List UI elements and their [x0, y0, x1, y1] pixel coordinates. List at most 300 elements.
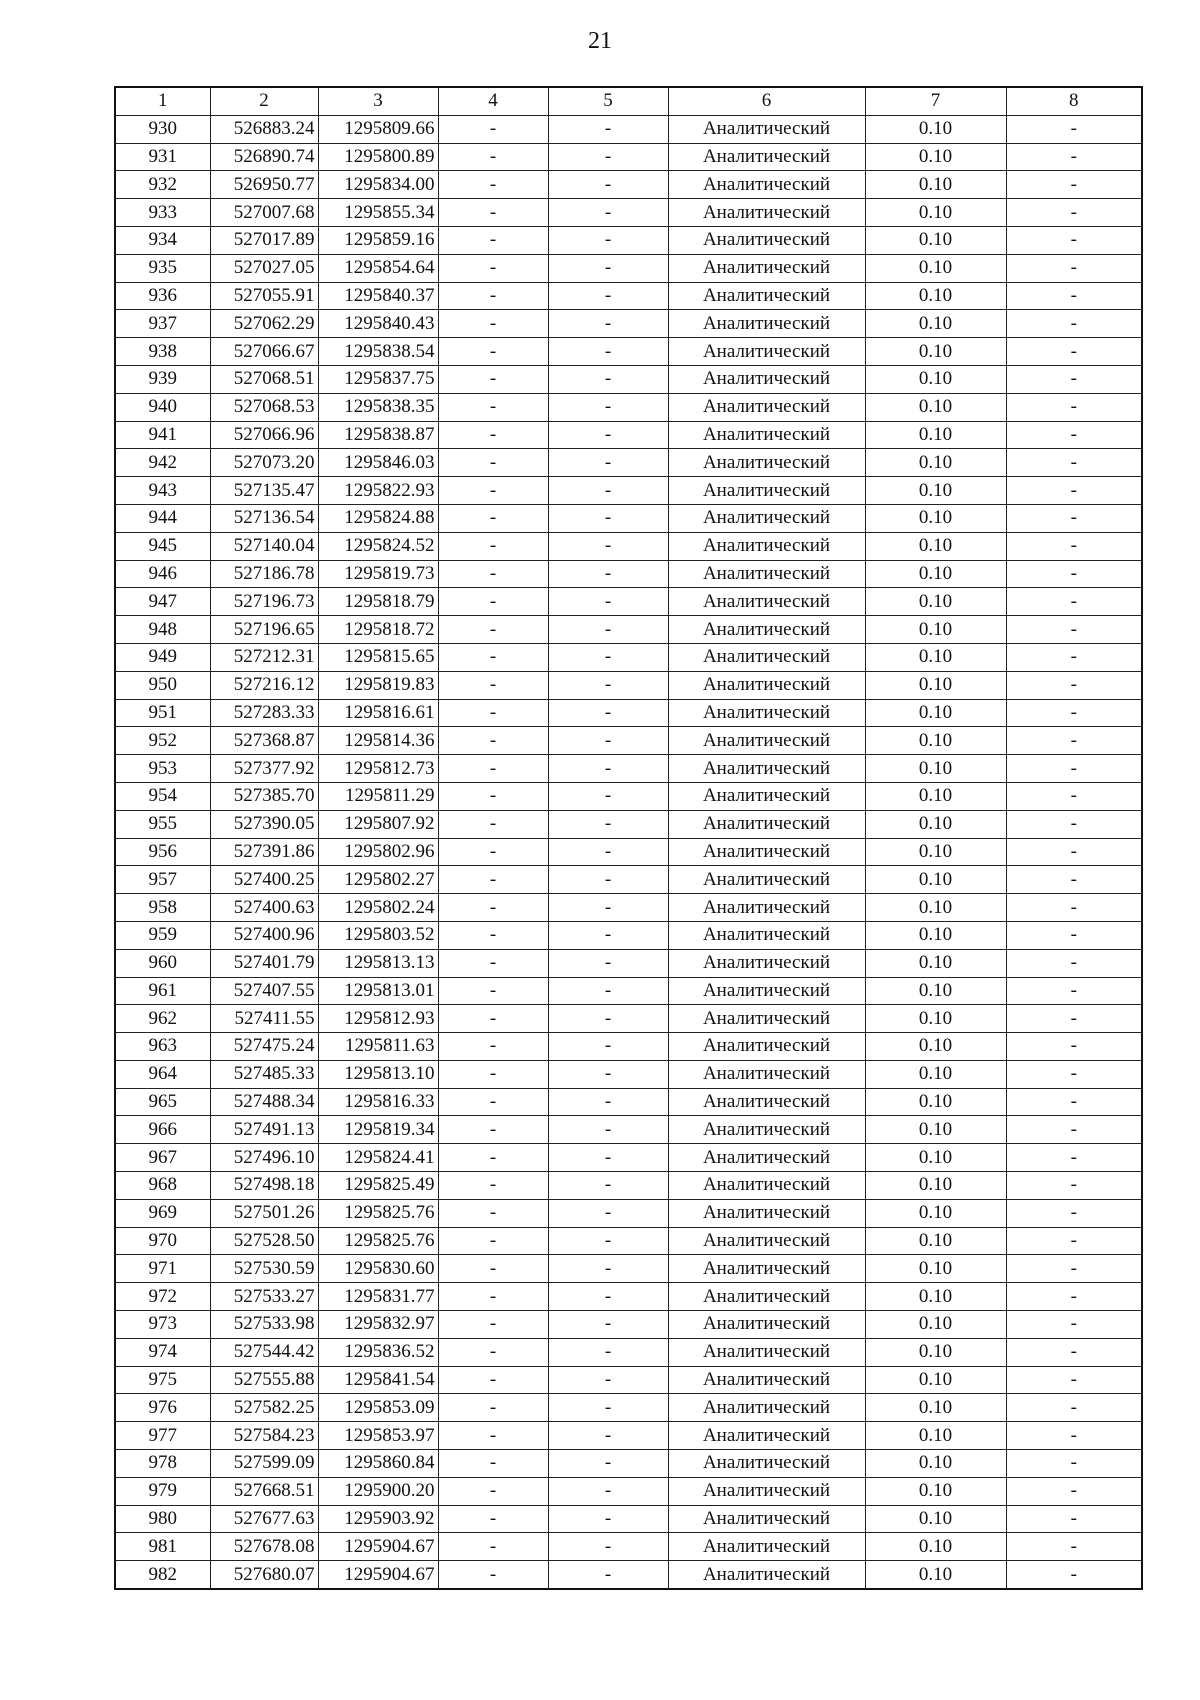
table-cell-col-4-value: - [438, 1338, 548, 1366]
table-cell-point-number: 939 [115, 365, 210, 393]
table-cell-method: Аналитический [668, 1283, 865, 1311]
table-cell-coord-x: 527017.89 [210, 226, 318, 254]
table-cell-col-5-value: - [548, 310, 668, 338]
table-cell-col-4-value: - [438, 727, 548, 755]
table-cell-coord-y: 1295840.37 [318, 282, 438, 310]
table-cell-point-number: 971 [115, 1255, 210, 1283]
table-cell-col-8-value: - [1006, 977, 1142, 1005]
table-cell-col-8-value: - [1006, 1227, 1142, 1255]
table-cell-method: Аналитический [668, 532, 865, 560]
table-row [115, 949, 1142, 977]
table-cell-coord-x: 527582.25 [210, 1394, 318, 1422]
header-row [115, 87, 1142, 115]
table-cell-accuracy: 0.10 [865, 671, 1006, 699]
table-cell-accuracy: 0.10 [865, 1005, 1006, 1033]
table-row [115, 755, 1142, 783]
table-cell-accuracy: 0.10 [865, 1394, 1006, 1422]
table-cell-method: Аналитический [668, 1422, 865, 1450]
table-cell-coord-x: 527411.55 [210, 1005, 318, 1033]
table-cell-point-number: 951 [115, 699, 210, 727]
table-cell-point-number: 949 [115, 643, 210, 671]
table-cell-point-number: 955 [115, 810, 210, 838]
table-cell-col-4-value: - [438, 1394, 548, 1422]
table-cell-coord-x: 527498.18 [210, 1172, 318, 1200]
table-cell-accuracy: 0.10 [865, 199, 1006, 227]
table-cell-col-4-value: - [438, 1283, 548, 1311]
table-cell-method: Аналитический [668, 143, 865, 171]
table-cell-coord-x: 527491.13 [210, 1116, 318, 1144]
table-cell-col-8-value: - [1006, 393, 1142, 421]
table-cell-col-4-value: - [438, 1033, 548, 1061]
table-cell-col-4-value: - [438, 115, 548, 143]
table-cell-point-number: 931 [115, 143, 210, 171]
table-cell-point-number: 958 [115, 894, 210, 922]
table-cell-col-8-value: - [1006, 921, 1142, 949]
table-cell-accuracy: 0.10 [865, 1033, 1006, 1061]
table-cell-method: Аналитический [668, 616, 865, 644]
table-row [115, 1561, 1142, 1589]
table-cell-col-4-value: - [438, 560, 548, 588]
table-cell-point-number: 960 [115, 949, 210, 977]
table-cell-accuracy: 0.10 [865, 338, 1006, 366]
table-cell-accuracy: 0.10 [865, 838, 1006, 866]
table-cell-col-4-value: - [438, 1172, 548, 1200]
table-cell-coord-y: 1295854.64 [318, 254, 438, 282]
table-cell-col-5-value: - [548, 1172, 668, 1200]
table-cell-coord-y: 1295855.34 [318, 199, 438, 227]
table-row [115, 171, 1142, 199]
table-cell-col-8-value: - [1006, 643, 1142, 671]
table-cell-coord-y: 1295903.92 [318, 1505, 438, 1533]
column-header: 3 [318, 87, 438, 115]
table-cell-accuracy: 0.10 [865, 1450, 1006, 1478]
table-cell-point-number: 976 [115, 1394, 210, 1422]
table-cell-method: Аналитический [668, 449, 865, 477]
table-row [115, 1227, 1142, 1255]
table-cell-point-number: 982 [115, 1561, 210, 1589]
table-cell-col-4-value: - [438, 1227, 548, 1255]
table-cell-point-number: 964 [115, 1060, 210, 1088]
table-cell-coord-x: 527216.12 [210, 671, 318, 699]
table-cell-coord-x: 527407.55 [210, 977, 318, 1005]
table-cell-coord-x: 526883.24 [210, 115, 318, 143]
table-cell-accuracy: 0.10 [865, 1172, 1006, 1200]
table-cell-accuracy: 0.10 [865, 1199, 1006, 1227]
table-row [115, 643, 1142, 671]
table-cell-coord-y: 1295860.84 [318, 1450, 438, 1478]
table-cell-col-4-value: - [438, 199, 548, 227]
table-cell-col-4-value: - [438, 1422, 548, 1450]
table-row [115, 1366, 1142, 1394]
table-cell-coord-y: 1295811.29 [318, 782, 438, 810]
table-cell-col-4-value: - [438, 310, 548, 338]
table-row [115, 1422, 1142, 1450]
table-cell-coord-x: 527385.70 [210, 782, 318, 810]
table-cell-col-5-value: - [548, 1561, 668, 1589]
coordinates-table [114, 86, 1143, 1590]
table-cell-method: Аналитический [668, 1505, 865, 1533]
table-cell-accuracy: 0.10 [865, 477, 1006, 505]
table-cell-col-4-value: - [438, 1060, 548, 1088]
table-cell-point-number: 962 [115, 1005, 210, 1033]
table-cell-method: Аналитический [668, 1005, 865, 1033]
table-cell-col-8-value: - [1006, 504, 1142, 532]
table-row [115, 588, 1142, 616]
table-cell-col-4-value: - [438, 393, 548, 421]
table-cell-col-5-value: - [548, 810, 668, 838]
table-row [115, 1283, 1142, 1311]
table-cell-col-5-value: - [548, 1005, 668, 1033]
table-cell-col-4-value: - [438, 449, 548, 477]
table-cell-coord-x: 527027.05 [210, 254, 318, 282]
table-cell-col-5-value: - [548, 782, 668, 810]
table-cell-accuracy: 0.10 [865, 1227, 1006, 1255]
table-cell-method: Аналитический [668, 254, 865, 282]
table-cell-col-5-value: - [548, 477, 668, 505]
table-cell-accuracy: 0.10 [865, 1366, 1006, 1394]
table-cell-col-8-value: - [1006, 1422, 1142, 1450]
table-cell-col-8-value: - [1006, 588, 1142, 616]
table-cell-coord-y: 1295815.65 [318, 643, 438, 671]
table-cell-accuracy: 0.10 [865, 1255, 1006, 1283]
table-row [115, 782, 1142, 810]
table-cell-accuracy: 0.10 [865, 1561, 1006, 1589]
table-cell-col-8-value: - [1006, 171, 1142, 199]
table-cell-col-4-value: - [438, 921, 548, 949]
table-row [115, 894, 1142, 922]
table-cell-point-number: 961 [115, 977, 210, 1005]
table-cell-coord-x: 527680.07 [210, 1561, 318, 1589]
table-cell-coord-y: 1295853.97 [318, 1422, 438, 1450]
table-cell-col-8-value: - [1006, 782, 1142, 810]
table-cell-coord-y: 1295819.83 [318, 671, 438, 699]
table-cell-coord-y: 1295838.87 [318, 421, 438, 449]
table-cell-point-number: 954 [115, 782, 210, 810]
table-cell-accuracy: 0.10 [865, 894, 1006, 922]
table-cell-col-4-value: - [438, 1366, 548, 1394]
table-row [115, 254, 1142, 282]
table-cell-col-8-value: - [1006, 1366, 1142, 1394]
table-cell-col-4-value: - [438, 894, 548, 922]
table-cell-col-5-value: - [548, 699, 668, 727]
table-cell-coord-x: 527668.51 [210, 1477, 318, 1505]
column-header: 2 [210, 87, 318, 115]
table-cell-coord-y: 1295831.77 [318, 1283, 438, 1311]
table-cell-method: Аналитический [668, 338, 865, 366]
table-cell-point-number: 974 [115, 1338, 210, 1366]
table-cell-accuracy: 0.10 [865, 115, 1006, 143]
table-cell-accuracy: 0.10 [865, 727, 1006, 755]
table-cell-col-4-value: - [438, 1088, 548, 1116]
table-cell-col-8-value: - [1006, 949, 1142, 977]
table-cell-col-8-value: - [1006, 1116, 1142, 1144]
table-cell-col-5-value: - [548, 1533, 668, 1561]
table-cell-coord-y: 1295824.41 [318, 1144, 438, 1172]
table-cell-col-5-value: - [548, 1116, 668, 1144]
table-cell-point-number: 979 [115, 1477, 210, 1505]
table-cell-coord-y: 1295836.52 [318, 1338, 438, 1366]
table-cell-point-number: 948 [115, 616, 210, 644]
table-cell-point-number: 936 [115, 282, 210, 310]
table-cell-coord-x: 527136.54 [210, 504, 318, 532]
table-cell-method: Аналитический [668, 1033, 865, 1061]
table-cell-point-number: 981 [115, 1533, 210, 1561]
table-cell-point-number: 978 [115, 1450, 210, 1478]
table-cell-coord-x: 527062.29 [210, 310, 318, 338]
table-cell-col-5-value: - [548, 532, 668, 560]
table-cell-coord-y: 1295900.20 [318, 1477, 438, 1505]
table-cell-coord-x: 527677.63 [210, 1505, 318, 1533]
table-cell-accuracy: 0.10 [865, 365, 1006, 393]
table-cell-coord-x: 527496.10 [210, 1144, 318, 1172]
table-cell-col-5-value: - [548, 115, 668, 143]
table-row [115, 1199, 1142, 1227]
table-cell-coord-y: 1295807.92 [318, 810, 438, 838]
table-cell-method: Аналитический [668, 894, 865, 922]
table-cell-col-4-value: - [438, 226, 548, 254]
table-cell-accuracy: 0.10 [865, 143, 1006, 171]
table-cell-coord-y: 1295816.61 [318, 699, 438, 727]
table-cell-col-4-value: - [438, 1199, 548, 1227]
table-cell-col-4-value: - [438, 282, 548, 310]
table-cell-col-8-value: - [1006, 1311, 1142, 1339]
table-row [115, 560, 1142, 588]
table-cell-col-5-value: - [548, 949, 668, 977]
table-cell-method: Аналитический [668, 1338, 865, 1366]
table-cell-coord-y: 1295859.16 [318, 226, 438, 254]
table-cell-col-4-value: - [438, 643, 548, 671]
table-cell-method: Аналитический [668, 1227, 865, 1255]
table-cell-coord-y: 1295812.73 [318, 755, 438, 783]
table-row [115, 449, 1142, 477]
table-cell-col-4-value: - [438, 338, 548, 366]
table-cell-col-8-value: - [1006, 115, 1142, 143]
table-cell-method: Аналитический [668, 755, 865, 783]
table-row [115, 504, 1142, 532]
table-cell-point-number: 946 [115, 560, 210, 588]
table-row [115, 1116, 1142, 1144]
table-cell-accuracy: 0.10 [865, 504, 1006, 532]
table-cell-method: Аналитический [668, 282, 865, 310]
table-cell-coord-y: 1295838.54 [318, 338, 438, 366]
table-cell-accuracy: 0.10 [865, 393, 1006, 421]
table-cell-accuracy: 0.10 [865, 254, 1006, 282]
table-row [115, 699, 1142, 727]
column-header: 8 [1006, 87, 1142, 115]
table-row [115, 226, 1142, 254]
table-cell-col-5-value: - [548, 199, 668, 227]
table-cell-col-8-value: - [1006, 1060, 1142, 1088]
table-cell-col-5-value: - [548, 1088, 668, 1116]
table-cell-coord-y: 1295853.09 [318, 1394, 438, 1422]
table-cell-coord-x: 526890.74 [210, 143, 318, 171]
table-cell-col-4-value: - [438, 1533, 548, 1561]
table-cell-col-4-value: - [438, 977, 548, 1005]
table-row [115, 1144, 1142, 1172]
table-cell-coord-x: 527401.79 [210, 949, 318, 977]
table-cell-coord-x: 527377.92 [210, 755, 318, 783]
table-row [115, 1005, 1142, 1033]
table-cell-col-4-value: - [438, 1477, 548, 1505]
table-cell-col-8-value: - [1006, 226, 1142, 254]
table-cell-col-4-value: - [438, 1505, 548, 1533]
table-row [115, 365, 1142, 393]
table-cell-col-5-value: - [548, 254, 668, 282]
table-cell-method: Аналитический [668, 393, 865, 421]
table-cell-coord-y: 1295846.03 [318, 449, 438, 477]
table-cell-coord-y: 1295822.93 [318, 477, 438, 505]
table-cell-accuracy: 0.10 [865, 782, 1006, 810]
table-cell-method: Аналитический [668, 588, 865, 616]
table-cell-coord-x: 527485.33 [210, 1060, 318, 1088]
table-cell-coord-x: 527533.98 [210, 1311, 318, 1339]
table-cell-coord-x: 527073.20 [210, 449, 318, 477]
table-cell-coord-y: 1295802.27 [318, 866, 438, 894]
table-cell-method: Аналитический [668, 838, 865, 866]
table-cell-point-number: 957 [115, 866, 210, 894]
table-row [115, 282, 1142, 310]
column-header: 6 [668, 87, 865, 115]
table-cell-coord-y: 1295824.52 [318, 532, 438, 560]
table-row [115, 671, 1142, 699]
table-cell-accuracy: 0.10 [865, 643, 1006, 671]
table-cell-point-number: 932 [115, 171, 210, 199]
table-row [115, 421, 1142, 449]
table-cell-coord-x: 527055.91 [210, 282, 318, 310]
table-cell-method: Аналитический [668, 1172, 865, 1200]
column-header: 7 [865, 87, 1006, 115]
table-cell-point-number: 969 [115, 1199, 210, 1227]
table-cell-method: Аналитический [668, 1477, 865, 1505]
table-cell-coord-y: 1295800.89 [318, 143, 438, 171]
table-cell-coord-y: 1295802.96 [318, 838, 438, 866]
table-cell-col-5-value: - [548, 1450, 668, 1478]
table-cell-col-8-value: - [1006, 1561, 1142, 1589]
table-cell-col-5-value: - [548, 143, 668, 171]
table-cell-coord-y: 1295825.76 [318, 1199, 438, 1227]
table-cell-coord-x: 527368.87 [210, 727, 318, 755]
table-cell-col-8-value: - [1006, 727, 1142, 755]
table-cell-col-4-value: - [438, 810, 548, 838]
table-cell-coord-x: 527530.59 [210, 1255, 318, 1283]
table-cell-coord-y: 1295840.43 [318, 310, 438, 338]
table-cell-point-number: 942 [115, 449, 210, 477]
table-cell-col-5-value: - [548, 1227, 668, 1255]
table-cell-method: Аналитический [668, 1366, 865, 1394]
table-cell-method: Аналитический [668, 1088, 865, 1116]
table-cell-accuracy: 0.10 [865, 1422, 1006, 1450]
table-cell-col-5-value: - [548, 755, 668, 783]
table-cell-coord-y: 1295904.67 [318, 1561, 438, 1589]
table-cell-coord-y: 1295825.49 [318, 1172, 438, 1200]
table-cell-method: Аналитический [668, 226, 865, 254]
table-cell-col-5-value: - [548, 588, 668, 616]
table-cell-accuracy: 0.10 [865, 1477, 1006, 1505]
table-cell-col-8-value: - [1006, 1394, 1142, 1422]
table-cell-point-number: 941 [115, 421, 210, 449]
table-cell-col-5-value: - [548, 1505, 668, 1533]
table-cell-point-number: 938 [115, 338, 210, 366]
table-row [115, 1033, 1142, 1061]
table-cell-col-5-value: - [548, 643, 668, 671]
table-cell-col-5-value: - [548, 921, 668, 949]
table-cell-col-4-value: - [438, 616, 548, 644]
table-cell-coord-x: 527390.05 [210, 810, 318, 838]
table-cell-col-8-value: - [1006, 282, 1142, 310]
table-cell-method: Аналитический [668, 1199, 865, 1227]
table-cell-point-number: 930 [115, 115, 210, 143]
table-cell-coord-y: 1295814.36 [318, 727, 438, 755]
table-cell-point-number: 947 [115, 588, 210, 616]
table-cell-coord-y: 1295809.66 [318, 115, 438, 143]
table-cell-col-4-value: - [438, 1561, 548, 1589]
table-row [115, 199, 1142, 227]
table-cell-coord-y: 1295838.35 [318, 393, 438, 421]
table-cell-point-number: 953 [115, 755, 210, 783]
table-cell-method: Аналитический [668, 977, 865, 1005]
table-cell-method: Аналитический [668, 1255, 865, 1283]
table-row [115, 1477, 1142, 1505]
table-cell-coord-y: 1295816.33 [318, 1088, 438, 1116]
table-cell-coord-y: 1295813.13 [318, 949, 438, 977]
table-cell-point-number: 956 [115, 838, 210, 866]
table-cell-col-4-value: - [438, 365, 548, 393]
table-cell-accuracy: 0.10 [865, 755, 1006, 783]
column-header: 1 [115, 87, 210, 115]
table-cell-coord-x: 527007.68 [210, 199, 318, 227]
table-cell-col-5-value: - [548, 226, 668, 254]
table-cell-coord-x: 527555.88 [210, 1366, 318, 1394]
table-cell-col-5-value: - [548, 393, 668, 421]
table-cell-point-number: 973 [115, 1311, 210, 1339]
table-cell-col-8-value: - [1006, 560, 1142, 588]
table-cell-col-5-value: - [548, 449, 668, 477]
table-cell-col-8-value: - [1006, 838, 1142, 866]
table-cell-coord-x: 527584.23 [210, 1422, 318, 1450]
table-cell-method: Аналитический [668, 1394, 865, 1422]
table-cell-point-number: 966 [115, 1116, 210, 1144]
table-cell-method: Аналитический [668, 1060, 865, 1088]
column-header: 4 [438, 87, 548, 115]
table-cell-accuracy: 0.10 [865, 1283, 1006, 1311]
table-cell-col-4-value: - [438, 504, 548, 532]
table-cell-accuracy: 0.10 [865, 421, 1006, 449]
table-cell-coord-y: 1295819.73 [318, 560, 438, 588]
table-cell-coord-x: 527135.47 [210, 477, 318, 505]
table-cell-col-4-value: - [438, 699, 548, 727]
table-cell-col-8-value: - [1006, 1255, 1142, 1283]
table-cell-coord-x: 527678.08 [210, 1533, 318, 1561]
table-cell-col-5-value: - [548, 1283, 668, 1311]
table-cell-method: Аналитический [668, 866, 865, 894]
table-cell-point-number: 980 [115, 1505, 210, 1533]
table-row [115, 1394, 1142, 1422]
table-cell-col-4-value: - [438, 421, 548, 449]
table-row [115, 1088, 1142, 1116]
table-cell-col-8-value: - [1006, 1450, 1142, 1478]
table-cell-point-number: 937 [115, 310, 210, 338]
table-cell-point-number: 975 [115, 1366, 210, 1394]
table-cell-point-number: 944 [115, 504, 210, 532]
table-cell-coord-x: 527196.73 [210, 588, 318, 616]
table-cell-col-5-value: - [548, 866, 668, 894]
table-row [115, 477, 1142, 505]
table-cell-accuracy: 0.10 [865, 532, 1006, 560]
table-cell-point-number: 934 [115, 226, 210, 254]
table-cell-col-5-value: - [548, 1338, 668, 1366]
table-cell-coord-x: 526950.77 [210, 171, 318, 199]
table-cell-method: Аналитический [668, 949, 865, 977]
